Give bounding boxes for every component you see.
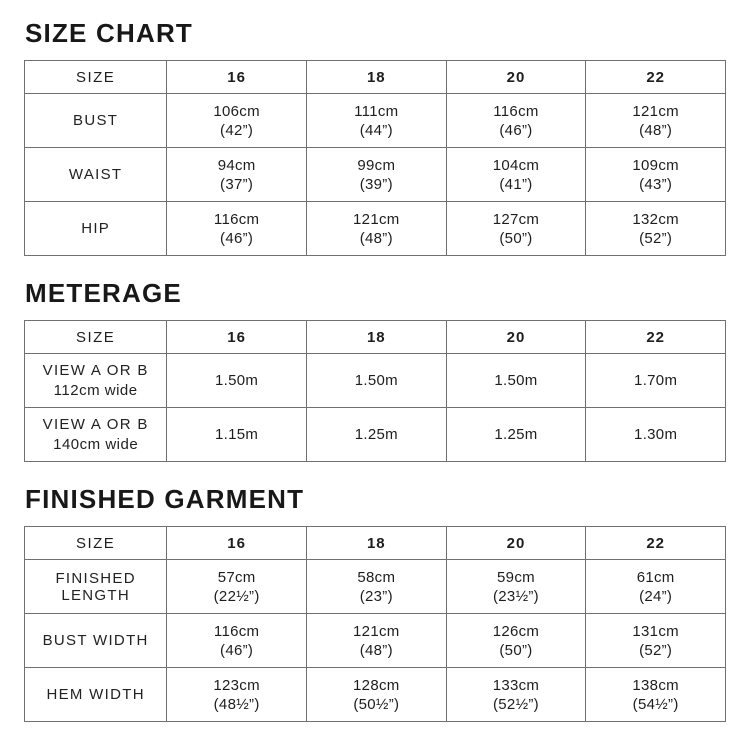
column-header-size-22: 22 <box>586 321 726 354</box>
value-cm: 128cm <box>353 676 400 694</box>
column-header-size-18: 18 <box>306 61 446 94</box>
value-cm: 131cm <box>632 622 679 640</box>
view-label-line1: VIEW A OR B <box>42 361 149 379</box>
value-m: 1.15m <box>215 426 259 443</box>
measurement-cell <box>446 148 586 202</box>
column-header-size-20: 20 <box>446 61 586 94</box>
measurement-cell <box>446 560 586 614</box>
meterage-cell <box>306 408 446 462</box>
value-in: (52½”) <box>492 695 539 713</box>
row-label-view-a-or-b-112 <box>25 354 167 408</box>
finished-garment-header-row <box>25 527 726 560</box>
value-in: (22½”) <box>213 587 260 605</box>
column-header-size-label: SIZE <box>25 527 167 560</box>
measurement-cell <box>586 614 726 668</box>
value-cm: 116cm <box>213 622 260 640</box>
value-cm: 94cm <box>217 156 256 174</box>
column-header-size-label: SIZE <box>25 61 167 94</box>
meterage-cell <box>167 354 307 408</box>
value-in: (50½”) <box>353 695 400 713</box>
measurement-cell <box>446 94 586 148</box>
value-cm: 138cm <box>632 676 679 694</box>
table-row-finished-length <box>25 560 726 614</box>
view-label-line2: 112cm wide <box>53 381 138 399</box>
value-m: 1.30m <box>634 426 678 443</box>
value-cm: 121cm <box>353 622 400 640</box>
measurement-cell <box>306 202 446 256</box>
measurement-cell <box>306 148 446 202</box>
measurement-cell <box>167 94 307 148</box>
value-in: (50”) <box>499 641 533 659</box>
value-m: 1.70m <box>634 372 678 389</box>
measurement-cell <box>446 202 586 256</box>
measurement-cell <box>306 560 446 614</box>
measurement-cell <box>586 560 726 614</box>
measurement-cell <box>586 94 726 148</box>
measurement-cell <box>446 614 586 668</box>
value-cm: 121cm <box>353 210 400 228</box>
value-cm: 109cm <box>632 156 679 174</box>
row-label-waist: WAIST <box>25 148 167 202</box>
value-cm: 116cm <box>213 210 260 228</box>
value-m: 1.50m <box>354 372 398 389</box>
value-in: (46”) <box>220 641 254 659</box>
meterage-table <box>24 320 726 462</box>
value-cm: 99cm <box>357 156 396 174</box>
size-chart-title: SIZE CHART <box>25 18 193 48</box>
value-cm: 58cm <box>357 568 396 586</box>
value-cm: 59cm <box>497 568 535 586</box>
value-in: (23”) <box>359 587 393 605</box>
column-header-size-16: 16 <box>167 61 307 94</box>
value-cm: 123cm <box>213 676 260 694</box>
value-cm: 126cm <box>492 622 540 640</box>
value-cm: 57cm <box>217 568 256 586</box>
table-row-view-112 <box>25 354 726 408</box>
value-in: (24”) <box>639 587 673 605</box>
view-label-line1: VIEW A OR B <box>42 415 149 433</box>
value-in: (37”) <box>220 175 254 193</box>
row-label-hem-width: HEM WIDTH <box>25 668 167 722</box>
column-header-size-20: 20 <box>446 527 586 560</box>
value-cm: 106cm <box>213 102 260 120</box>
row-label-view-a-or-b-140 <box>25 408 167 462</box>
value-in: (46”) <box>220 229 254 247</box>
meterage-cell <box>586 354 726 408</box>
table-row-bust <box>25 94 726 148</box>
view-label-line2: 140cm wide <box>53 435 139 453</box>
column-header-size-20: 20 <box>446 321 586 354</box>
measurement-cell <box>306 614 446 668</box>
row-label-bust-width: BUST WIDTH <box>25 614 167 668</box>
value-in: (52”) <box>639 229 673 247</box>
column-header-size-18: 18 <box>306 321 446 354</box>
size-chart-table <box>24 60 726 256</box>
value-in: (42”) <box>220 121 254 139</box>
table-row-view-140 <box>25 408 726 462</box>
value-m: 1.25m <box>494 426 538 443</box>
value-cm: 132cm <box>632 210 679 228</box>
table-row-waist <box>25 148 726 202</box>
measurement-cell <box>167 614 307 668</box>
measurement-cell <box>167 668 307 722</box>
meterage-cell <box>167 408 307 462</box>
meterage-cell <box>586 408 726 462</box>
column-header-size-22: 22 <box>586 61 726 94</box>
size-chart-header-row <box>25 61 726 94</box>
meterage-cell <box>306 354 446 408</box>
value-cm: 61cm <box>636 568 675 586</box>
measurement-cell <box>586 148 726 202</box>
measurement-cell <box>306 94 446 148</box>
column-header-size-label: SIZE <box>25 321 167 354</box>
meterage-title: METERAGE <box>25 278 182 308</box>
value-in: (54½”) <box>632 695 679 713</box>
value-cm: 133cm <box>492 676 540 694</box>
row-label-hip: HIP <box>25 202 167 256</box>
measurement-cell <box>446 668 586 722</box>
value-cm: 104cm <box>492 156 540 174</box>
measurement-cell <box>167 560 307 614</box>
column-header-size-16: 16 <box>167 321 307 354</box>
value-in: (48”) <box>359 641 393 659</box>
finished-garment-title: FINISHED GARMENT <box>25 484 305 514</box>
value-in: (44”) <box>359 121 393 139</box>
value-in: (52”) <box>639 641 673 659</box>
value-in: (46”) <box>499 121 533 139</box>
column-header-size-18: 18 <box>306 527 446 560</box>
value-in: (43”) <box>639 175 673 193</box>
value-in: (48½”) <box>213 695 260 713</box>
row-label-bust: BUST <box>25 94 167 148</box>
value-in: (48”) <box>359 229 393 247</box>
meterage-header-row <box>25 321 726 354</box>
table-row-hem-width <box>25 668 726 722</box>
table-row-bust-width <box>25 614 726 668</box>
column-header-size-22: 22 <box>586 527 726 560</box>
meterage-cell <box>446 408 586 462</box>
value-cm: 121cm <box>632 102 679 120</box>
value-m: 1.25m <box>354 426 398 443</box>
meterage-cell <box>446 354 586 408</box>
value-cm: 116cm <box>493 102 539 120</box>
column-header-size-16: 16 <box>167 527 307 560</box>
value-in: (48”) <box>639 121 673 139</box>
value-in: (39”) <box>359 175 393 193</box>
value-m: 1.50m <box>215 372 259 389</box>
table-row-hip <box>25 202 726 256</box>
value-cm: 127cm <box>492 210 540 228</box>
measurement-cell <box>167 148 307 202</box>
value-in: (41”) <box>499 175 533 193</box>
value-in: (23½”) <box>492 587 539 605</box>
finished-garment-table <box>24 526 726 722</box>
value-m: 1.50m <box>494 372 538 389</box>
value-cm: 111cm <box>354 102 399 120</box>
measurement-cell <box>586 668 726 722</box>
measurement-cell <box>586 202 726 256</box>
measurement-cell <box>167 202 307 256</box>
value-in: (50”) <box>499 229 533 247</box>
row-label-finished-length: FINISHED LENGTH <box>25 560 167 614</box>
measurement-cell <box>306 668 446 722</box>
